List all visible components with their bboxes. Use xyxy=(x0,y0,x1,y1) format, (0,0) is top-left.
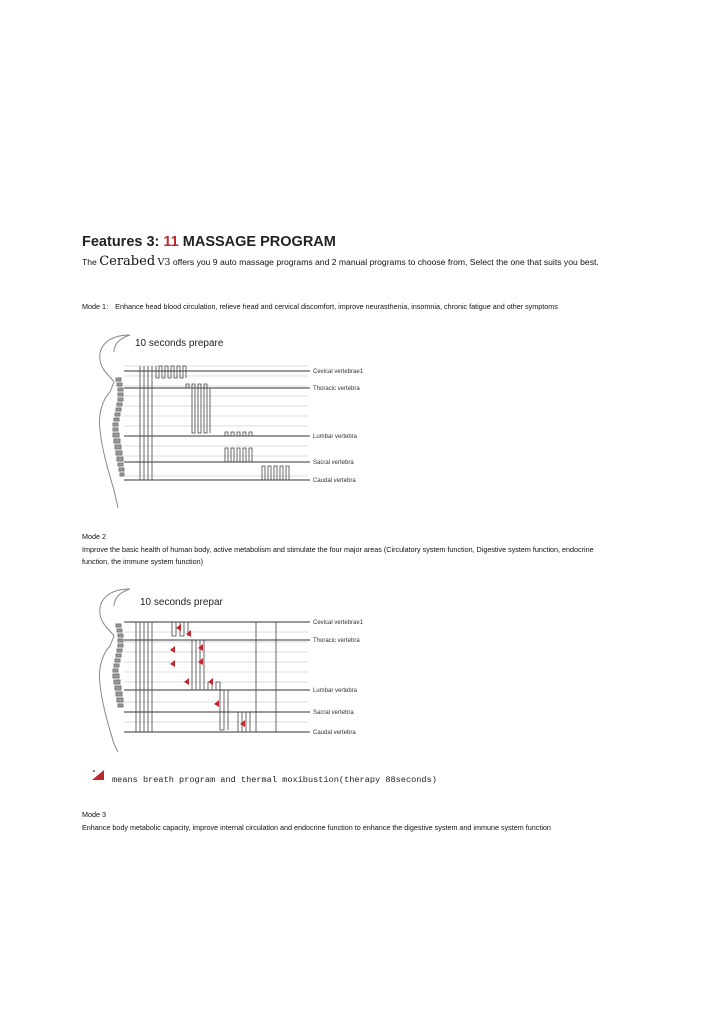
massage-path xyxy=(136,622,276,732)
mode2-diagram-title: 10 seconds prepar xyxy=(140,597,223,608)
intro-paragraph xyxy=(82,256,612,268)
spine-column xyxy=(113,378,124,476)
mode2-title: Mode 2 xyxy=(82,532,106,541)
vertebra-labels xyxy=(313,620,364,736)
brand-name: Cerabed xyxy=(99,254,156,269)
label-cervical: Cevical vertebrae1 xyxy=(313,369,364,375)
mode3-title: Mode 3 xyxy=(82,810,106,819)
heading-prefix: Features 3: xyxy=(82,234,164,250)
massage-path xyxy=(140,366,289,480)
mode2-description: Improve the basic health of human body, active metabolism and stimulate the four major areas (Circulatory system function, Digestive system function, endocrine function, the immune system function) xyxy=(82,545,594,566)
label-sacral: Sacral vertebra xyxy=(313,460,354,466)
legend-text: means breath program and thermal moxibustion(therapy 88seconds) xyxy=(112,775,437,785)
breath-program-markers xyxy=(170,624,245,727)
heading-suffix: MASSAGE PROGRAM xyxy=(178,234,336,250)
label-thoracic: Thoracic vertebra xyxy=(313,386,360,392)
intro-after: offers you 9 auto massage programs and 2 manual programs to choose from, Select the one that suits you best. xyxy=(170,257,599,267)
mode3-description: Enhance body metabolic capacity, improve internal circulation and endocrine function to enhance the digestive system and immune system function xyxy=(82,823,551,832)
mode2-spine-diagram xyxy=(80,584,380,754)
mode1-diagram-title: 10 seconds prepare xyxy=(135,338,224,349)
intro-before: The xyxy=(82,257,100,267)
label-thoracic: Thoracic vertebra xyxy=(313,638,360,644)
brand-version: V3 xyxy=(157,257,171,268)
label-caudal: Caudal vertebra xyxy=(313,478,356,484)
label-sacral: Sacral vertebra xyxy=(313,710,354,716)
breath-program-icon xyxy=(90,768,108,782)
features-heading xyxy=(82,234,336,250)
mode1-spine-diagram xyxy=(80,330,380,510)
mode1-description: Mode 1： Enhance head blood circulation, relieve head and cervical discomfort, improve neurasthenia, insomnia, chronic fatigue and other symptoms xyxy=(82,302,558,311)
label-lumbar: Lumbar vertebra xyxy=(313,434,358,440)
label-lumbar: Lumbar vertebra xyxy=(313,688,358,694)
label-cervical: Cevical vertebrae1 xyxy=(313,620,364,626)
heading-accent-number: 11 xyxy=(163,234,179,250)
spine-column xyxy=(113,624,123,707)
vertebra-labels xyxy=(313,369,364,484)
label-caudal: Caudal vertebra xyxy=(313,730,356,736)
